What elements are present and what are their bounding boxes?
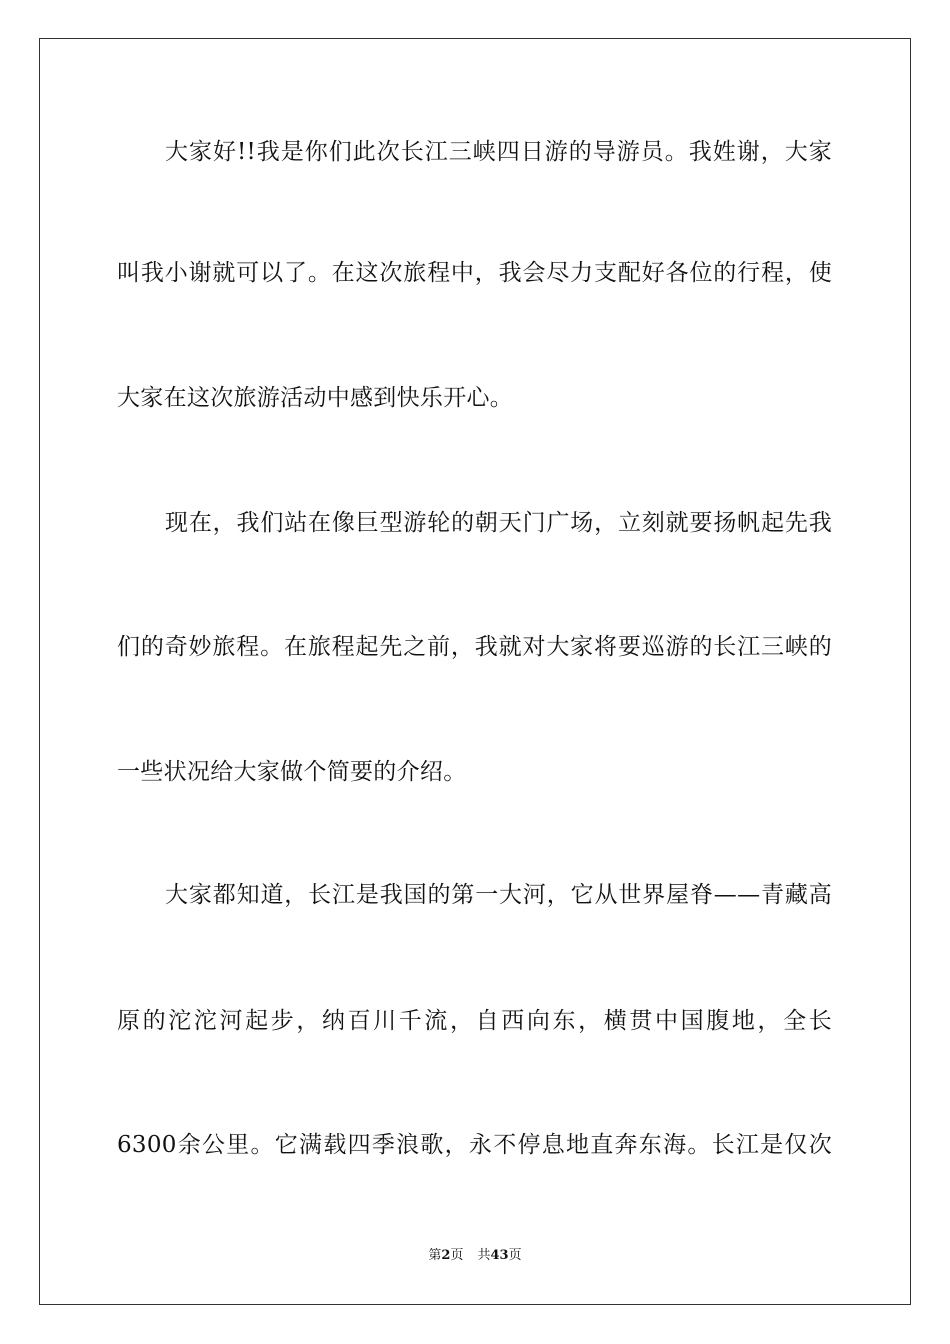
page-border — [39, 38, 911, 1305]
total-label-prefix: 共 — [477, 1248, 491, 1263]
paragraph-2-line-3: 一些状况给大家做个简要的介绍。 — [117, 759, 467, 785]
total-pages: 43 — [490, 1248, 509, 1263]
page-number: 2 — [441, 1248, 451, 1263]
paragraph-1-line-1: 大家好!!我是你们此次长江三峡四日游的导游员。我姓谢，大家 — [165, 139, 832, 165]
page-label-prefix: 第 — [428, 1248, 442, 1263]
paragraph-3-line-3: 6300余公里。它满载四季浪歌，永不停息地直奔东海。长江是仅次 — [117, 1132, 832, 1158]
paragraph-3-line-1: 大家都知道，长江是我国的第一大河，它从世界屋脊——青藏高 — [165, 882, 832, 908]
page-label-suffix: 页 — [450, 1248, 464, 1263]
page-footer — [0, 1247, 950, 1265]
total-label-suffix: 页 — [508, 1248, 522, 1263]
paragraph-2-line-2: 们的奇妙旅程。在旅程起先之前，我就对大家将要巡游的长江三峡的 — [117, 634, 832, 660]
paragraph-2-line-1: 现在，我们站在像巨型游轮的朝天门广场，立刻就要扬帆起先我 — [165, 510, 832, 536]
paragraph-1-line-2: 叫我小谢就可以了。在这次旅程中，我会尽力支配好各位的行程，使 — [117, 260, 832, 286]
paragraph-1-line-3: 大家在这次旅游活动中感到快乐开心。 — [117, 385, 514, 411]
paragraph-3-line-2: 原的沱沱河起步，纳百川千流，自西向东，横贯中国腹地，全长 — [117, 1008, 832, 1034]
